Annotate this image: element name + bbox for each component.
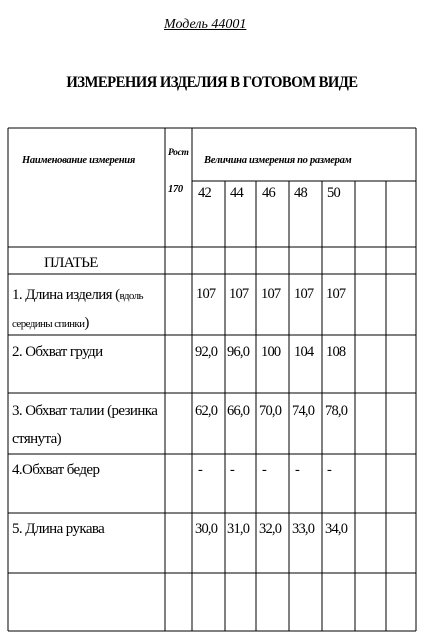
section-title: ПЛАТЬЕ (44, 255, 98, 271)
row-label-continued: стянута) (12, 431, 62, 447)
measurement-value: 108 (326, 344, 346, 360)
size-header: 42 (198, 185, 211, 201)
height-label: Рост (168, 148, 189, 158)
row-label-continued: середины спинки) (12, 315, 89, 331)
row-label: 3. Обхват талии (резинка (12, 403, 158, 419)
measurement-value: 30,0 (195, 521, 218, 537)
measurement-value: 92,0 (195, 344, 218, 360)
measurement-value: 78,0 (325, 403, 348, 419)
measurement-value: - (230, 462, 235, 478)
sizes-column-header: Величина измерения по размерам (204, 155, 352, 166)
document-title: ИЗМЕРЕНИЯ ИЗДЕЛИЯ В ГОТОВОМ ВИДЕ (66, 74, 358, 91)
measurement-value: - (262, 462, 267, 478)
measurement-value: 96,0 (227, 344, 250, 360)
measurement-value: 34,0 (325, 521, 348, 537)
row-label: 2. Обхват груди (12, 344, 103, 360)
size-header: 44 (230, 185, 243, 201)
measurement-value: 100 (261, 344, 281, 360)
measurement-value: 107 (326, 286, 346, 302)
measurement-value: - (327, 462, 332, 478)
measurement-value: - (295, 462, 300, 478)
measurement-value: 62,0 (195, 403, 218, 419)
model-number: Модель 44001 (164, 17, 247, 32)
measurement-value: 104 (294, 344, 314, 360)
measurement-value: 31,0 (227, 521, 250, 537)
height-value: 170 (168, 184, 183, 195)
measurement-value: 107 (294, 286, 314, 302)
size-header: 50 (327, 185, 340, 201)
row-label: 5. Длина рукава (12, 521, 105, 537)
measurement-value: 74,0 (292, 403, 315, 419)
measurement-value: 107 (196, 286, 216, 302)
measurement-value: 66,0 (227, 403, 250, 419)
measurement-value: 70,0 (259, 403, 282, 419)
measurement-value: - (198, 462, 203, 478)
size-header: 46 (262, 185, 275, 201)
measurement-value: 32,0 (259, 521, 282, 537)
row-label: 1. Длина изделия (вдоль (12, 287, 143, 303)
measurement-value: 107 (229, 286, 249, 302)
name-column-header: Наименование измерения (22, 155, 135, 166)
measurement-value: 33,0 (292, 521, 315, 537)
row-label: 4.Обхват бедер (12, 462, 100, 478)
size-header: 48 (294, 185, 307, 201)
measurement-value: 107 (261, 286, 281, 302)
